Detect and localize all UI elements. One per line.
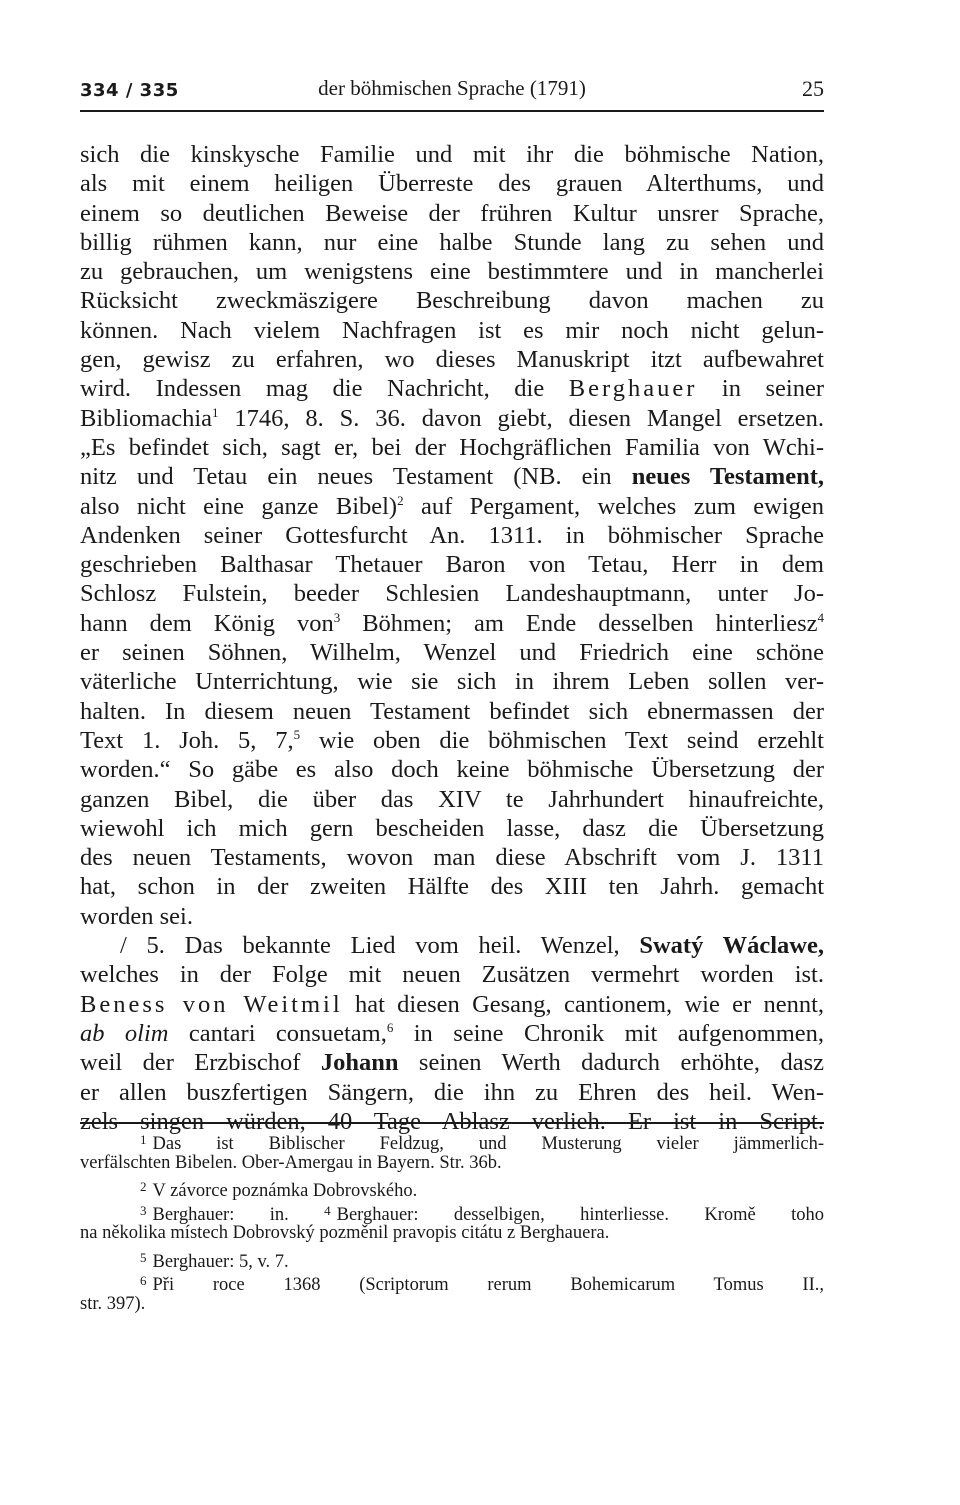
footnote-ref: 1 bbox=[212, 404, 219, 420]
text-segment: also nicht eine ganze Bibel) bbox=[80, 492, 398, 520]
running-header bbox=[80, 76, 824, 112]
footnote-line: na několika místech Dobrovský pozměnil pravopis citátu z Berghauera. bbox=[80, 1223, 610, 1243]
text-line bbox=[80, 931, 824, 960]
text-line: gen, gewisz zu erfahren, wo dieses Manuskript itzt aufbewahret bbox=[80, 346, 824, 374]
text-segment: in seiner bbox=[721, 375, 825, 403]
text-line bbox=[80, 1019, 824, 1048]
footnote-ref: 6 bbox=[386, 1019, 394, 1035]
text-line: geschrieben Balthasar Thetauer Baron von Tetau, Herr in dem bbox=[80, 551, 824, 579]
text-line bbox=[80, 1048, 824, 1077]
text-line: väterliche Unterrichtung, wie sie sich in ihrem Leben sollen ver- bbox=[80, 668, 824, 696]
footnote-line: str. 397). bbox=[80, 1293, 146, 1314]
footnote-number: 2 bbox=[140, 1179, 147, 1194]
footnote-line bbox=[80, 1128, 824, 1152]
text-line: „Es befindet sich, sagt er, bei der Hochgräflichen Familia von Wchi- bbox=[80, 433, 824, 461]
footnote-number: 5 bbox=[140, 1249, 147, 1265]
text-line: können. Nach vielem Nachfragen ist es mir noch nicht gelun- bbox=[80, 316, 824, 344]
archive-page-reference: 334 / 335 bbox=[80, 80, 179, 101]
text-line bbox=[80, 990, 824, 1019]
text-line: billig rühmen kann, nur eine halbe Stunde lang zu sehen und bbox=[80, 228, 824, 256]
text-line: zu gebrauchen, um wenigstens eine bestimmtere und in mancherlei bbox=[80, 258, 824, 286]
text-line: worden.“ So gäbe es also doch keine böhmische Übersetzung der bbox=[80, 756, 824, 784]
text-segment: nitz und Tetau ein neues Testament (NB. ein bbox=[80, 463, 612, 491]
text-line: halten. In diesem neuen Testament befindet sich ebnermassen der bbox=[80, 697, 824, 725]
footnote-line bbox=[80, 1269, 824, 1293]
footnote-ref: 2 bbox=[397, 492, 404, 508]
footnote-text: Berghauer: in. bbox=[152, 1204, 289, 1225]
text-line: ganzen Bibel, die über das XIV te Jahrhundert hinaufreichte, bbox=[80, 785, 824, 813]
text-line bbox=[80, 374, 824, 403]
footnote-text: Berghauer: desselbigen, hinterliesse. Kromě toho bbox=[336, 1204, 824, 1225]
text-segment: hat diesen Gesang, cantionem, wie er nennt, bbox=[354, 990, 824, 1018]
text-line bbox=[80, 462, 824, 491]
text-segment: / 5. Das bekannte Lied vom heil. Wenzel, bbox=[120, 932, 620, 960]
text-segment: 1746, 8. S. 36. davon giebt, diesen Mangel ersetzen. bbox=[234, 404, 824, 432]
text-line: sich die kinskysche Familie und mit ihr die böhmische Nation, bbox=[80, 141, 824, 168]
text-segment: Text 1. Joh. 5, 7, bbox=[80, 726, 294, 754]
text-line: zels singen würden, 40 Tage Ablasz verlieh. Er ist in Script. bbox=[80, 1107, 824, 1135]
footnote-number: 3 bbox=[140, 1202, 147, 1218]
text-segment: seinen Werth dadurch erhöhte, dasz bbox=[418, 1049, 824, 1077]
text-line: einem so deutlichen Beweise der frühren Kultur unsrer Sprache, bbox=[80, 199, 824, 227]
text-line: als mit einem heiligen Überreste des grauen Alterthums, und bbox=[80, 170, 824, 198]
text-segment: wie oben die böhmischen Text seind erzehlt bbox=[318, 726, 824, 754]
footnote-text: Das ist Biblischer Feldzug, und Musterung vieler jämmerlich- bbox=[152, 1134, 824, 1154]
text-line: worden sei. bbox=[80, 902, 193, 930]
text-line bbox=[80, 609, 824, 638]
text-line: Schlosz Fulstein, beeder Schlesien Landeshauptmann, unter Jo- bbox=[80, 580, 824, 608]
spaced-name-berghauer: Berghauer bbox=[568, 375, 698, 403]
text-line: Andenken seiner Gottesfurcht An. 1311. in böhmischer Sprache bbox=[80, 521, 824, 549]
bold-text: Johann bbox=[320, 1049, 399, 1077]
footnote-line bbox=[80, 1246, 824, 1270]
text-segment: Böhmen; am Ende desselben hinterliesz bbox=[362, 609, 818, 637]
spaced-name-beness: Beness von Weitmil bbox=[80, 990, 343, 1018]
running-title: der böhmischen Sprache (1791) bbox=[318, 76, 586, 100]
main-text bbox=[80, 140, 824, 1136]
italic-text: ab olim bbox=[80, 1019, 169, 1047]
footnote-number: 6 bbox=[140, 1273, 147, 1288]
footnote-line: verfälschten Bibelen. Ober-Amergau in Bayern. Str. 36b. bbox=[80, 1152, 502, 1173]
text-line: er seinen Söhnen, Wilhelm, Wenzel und Friedrich eine schöne bbox=[80, 639, 824, 667]
text-line: Rücksicht zweckmäszigere Beschreibung davon machen zu bbox=[80, 287, 824, 315]
bold-text: Swatý Wáclawe, bbox=[639, 932, 824, 960]
footnote-text: Berghauer: 5, v. 7. bbox=[152, 1251, 289, 1272]
footnote-line bbox=[80, 1199, 824, 1223]
footnote-number: 1 bbox=[140, 1132, 147, 1147]
text-line: er allen buszfertigen Sängern, die ihn zu Ehren des heil. Wen- bbox=[80, 1078, 824, 1106]
footnotes bbox=[80, 1128, 824, 1316]
footnote-ref: 3 bbox=[333, 609, 341, 625]
text-segment: in seine Chronik mit aufgenommen, bbox=[413, 1019, 824, 1047]
text-line: welches in der Folge mit neuen Zusätzen vermehrt worden ist. bbox=[80, 961, 824, 989]
text-segment: hann dem König von bbox=[80, 609, 334, 637]
text-line bbox=[80, 726, 824, 755]
footnote-ref: 5 bbox=[293, 726, 301, 742]
text-segment: weil der Erzbischof bbox=[80, 1049, 301, 1077]
footnote-divider bbox=[80, 1122, 824, 1124]
text-segment: auf Pergament, welches zum ewigen bbox=[420, 492, 825, 520]
footnote-ref: 4 bbox=[817, 609, 825, 625]
text-line: wiewohl ich mich gern bescheiden lasse, dasz die Übersetzung bbox=[80, 814, 824, 842]
text-line: hat, schon in der zweiten Hälfte des XIII ten Jahrh. gemacht bbox=[80, 873, 824, 901]
page-number: 25 bbox=[802, 76, 824, 101]
text-segment: cantari consuetam, bbox=[188, 1019, 387, 1047]
bold-text: neues Testament, bbox=[631, 463, 824, 491]
text-segment: Bibliomachia bbox=[80, 404, 212, 432]
footnote-line bbox=[80, 1175, 824, 1199]
footnote-number: 4 bbox=[324, 1202, 331, 1218]
footnote-text: Při roce 1368 (Scriptorum rerum Bohemicarum Tomus II., bbox=[152, 1275, 824, 1295]
text-segment: wird. Indessen mag die Nachricht, die bbox=[80, 375, 545, 403]
footnote-text: V závorce poznámka Dobrovského. bbox=[152, 1181, 418, 1201]
text-line bbox=[80, 404, 824, 433]
text-line bbox=[80, 492, 824, 521]
text-line: des neuen Testaments, wovon man diese Abschrift vom J. 1311 bbox=[80, 844, 824, 872]
